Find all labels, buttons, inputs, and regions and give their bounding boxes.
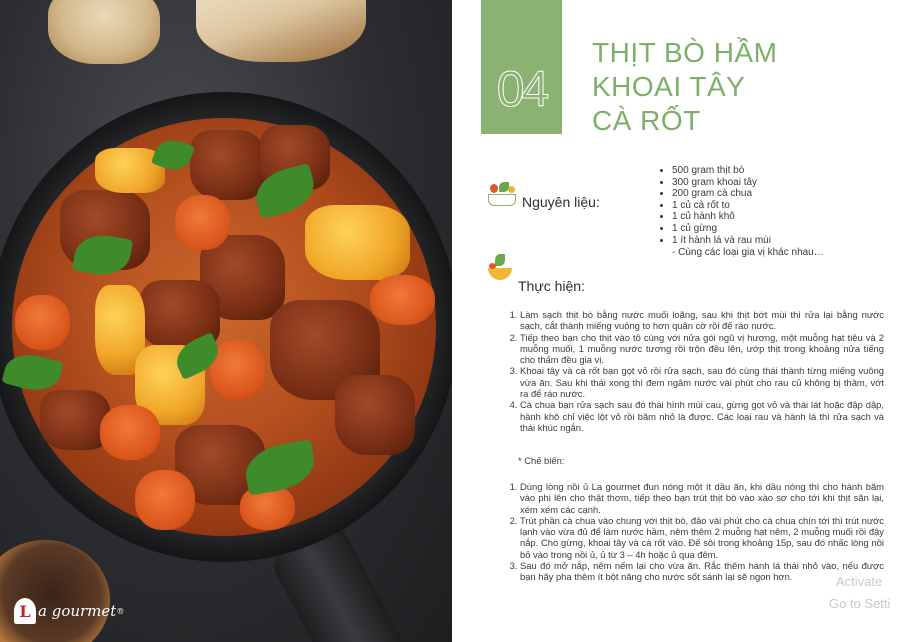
preparation-step: 3. Khoai tây và cà rốt bạn gọt vỏ rồi rửa sạch, sau đó cùng thái thành từng miếng vuông vừa ăn. Sau khi thái xong thì đem ngâm nước vài phút cho rau củ không bị thâm, vớt ra để ráo nước.	[520, 365, 884, 399]
preparation-step: 2. Tiếp theo bạn cho thịt vào tô cùng với nửa gói ngũ vị hương, một muỗng hạt tiêu và 2 muỗng muối, 1 muỗng nước tương rồi trộn đều lên, ướp thịt trong khoảng nửa tiếng cho thấm đều gia vị.	[520, 332, 884, 366]
recipe-title	[592, 36, 892, 138]
recipe-title-line: THỊT BÒ HẦM	[592, 37, 778, 68]
beef-chunk	[335, 375, 415, 455]
beef-chunk	[190, 130, 265, 200]
carrot-slice	[135, 470, 195, 530]
ingredient-item: • 1 ít hành lá và rau mùi	[672, 235, 771, 247]
recipe-title-line: KHOAI TÂY	[592, 71, 746, 102]
recipe-title-line: CÀ RỐT	[592, 105, 701, 136]
cooking-step: 3. Sau đó mở nắp, nêm nếm lại cho vừa ăn. Rắc thêm hành lá thái nhỏ vào, nếu được bạn hãy pha thêm ít bột năng cho nước sốt sánh lại sẽ ngon hơn.	[520, 560, 884, 583]
recipe-number: 04	[496, 61, 547, 117]
bread-slice	[48, 0, 160, 64]
ingredients-basket-icon	[486, 180, 516, 206]
ingredient-item: • 300 gram khoai tây	[672, 177, 771, 189]
ingredient-item: • 200 gram cà chua	[672, 188, 771, 200]
potato-chunk	[305, 205, 410, 280]
carrot-slice	[100, 405, 160, 460]
method-heading: Thực hiện:	[518, 278, 585, 294]
ingredient-item: • 1 củ gừng	[672, 223, 771, 235]
carrot-slice	[210, 340, 265, 400]
ingredient-item: • 500 gram thịt bò	[672, 165, 771, 177]
ingredients-heading: Nguyên liệu:	[522, 194, 600, 210]
logo-text: a gourmet	[38, 602, 117, 620]
ingredients-extra-note: - Cùng các loại gia vị khác nhau…	[672, 247, 824, 258]
carrot-slice	[15, 295, 70, 350]
ingredients-list	[660, 165, 771, 246]
preparation-steps	[500, 309, 884, 433]
chef-hat-logo-mark: L	[14, 598, 36, 624]
bread-slice	[196, 0, 366, 62]
registered-mark: ®	[116, 606, 125, 616]
cooking-step: 2. Trút phần cà chua vào chung với thịt bò, đảo vài phút cho cà chua chín tới thì trút nước lạnh vào vừa đủ để làm nước hầm, nêm thêm 2 muỗng hạt nêm, 2 muỗng muối rồi đậy nắp. Cho gừng, khoai tây và cà rốt vào. Để sôi trong khoảng 15p, sau đó nhấc lòng nồi bỏ vào trong nồi ủ, ủ từ 3 – 4h hoặc ủ qua đêm.	[520, 515, 884, 560]
activation-watermark: Activate	[836, 574, 883, 589]
cooking-subheading: * Chế biến:	[518, 455, 565, 466]
carrot-slice	[370, 275, 435, 325]
beef-chunk	[40, 390, 110, 450]
activation-watermark-settings: Go to Setti	[829, 596, 891, 611]
la-gourmet-logo	[14, 594, 124, 628]
ingredient-item: • 1 củ hành khô	[672, 211, 771, 223]
cooking-bowl-icon	[486, 254, 516, 280]
preparation-step: 4. Cà chua bạn rửa sạch sau đó thái hình múi cau, gừng gọt vỏ và thái lát hoặc đập dập, hành khô chỉ việc lột vỏ rồi băm nhỏ là được. Các loại rau và hành lá thì rửa sạch và thái khúc ngắn.	[520, 399, 884, 433]
cooking-steps	[500, 481, 884, 583]
cooking-step: 1. Dùng lòng nồi ủ La gourmet đun nóng một ít dầu ăn, khi dầu nóng thì cho hành băm vào phi lên cho thật thơm, tiếp theo bạn trút thịt bò vào xào sơ cho tới khi thịt săn lại, xém xém các cạnh.	[520, 481, 884, 515]
preparation-step: 1. Làm sạch thịt bò bằng nước muối loãng, sau khi thịt bớt mùi thì rửa lại bằng nước sạch, cắt thành miếng vuông to hơn quân cờ rồi để ráo nước.	[520, 309, 884, 332]
ingredient-item: • 1 củ cà rốt to	[672, 200, 771, 212]
carrot-slice	[175, 195, 230, 250]
